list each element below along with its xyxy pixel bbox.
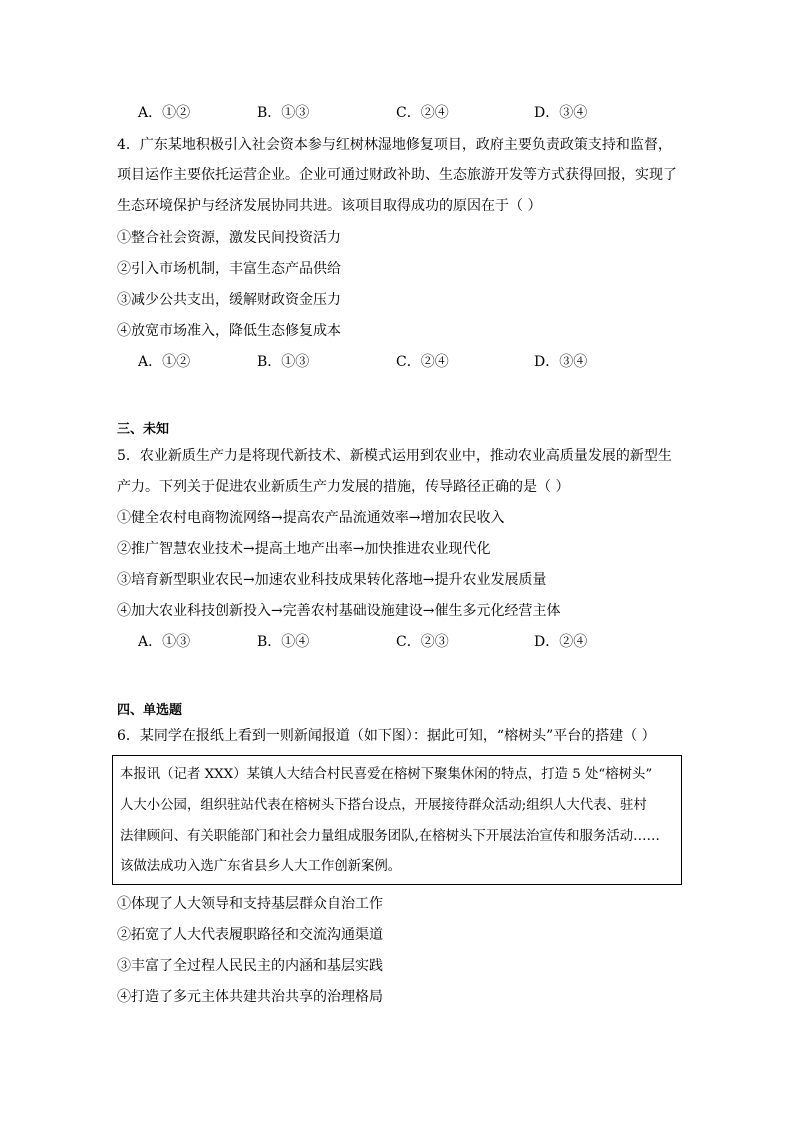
news-line-3: 法律顾问、有关职能部门和社会力量组成服务团队,在榕树头下开展法治宣传和服务活动…… [120, 829, 660, 844]
q6-statement-4: ④打造了多元主体共建共治共享的治理格局 [117, 989, 383, 1005]
q5-statement-3: ③培育新型职业农民→加速农业科技成果转化落地→提升农业发展质量 [117, 572, 547, 588]
q4-option-c[interactable]: C．②④ [396, 354, 449, 370]
q4-option-d[interactable]: D．③④ [534, 354, 588, 370]
q4-stem-line-1: 4．广东某地积极引入社会资本参与红树林湿地修复项目，政府主要负责政策支持和监督， [117, 137, 672, 153]
q6-statement-3: ③丰富了全过程人民民主的内涵和基层实践 [117, 958, 383, 974]
news-line-4: 该做法成功入选广东省县乡人大工作创新案例。 [120, 859, 402, 874]
news-line-2: 人大小公园，组织驻站代表在榕树头下搭台设点，开展接待群众活动;组织人大代表、驻村 [120, 798, 647, 813]
q4-statement-4: ④放宽市场准入，降低生态修复成本 [117, 323, 341, 339]
q6-statement-1: ①体现了人大领导和支持基层群众自治工作 [117, 896, 383, 912]
q5-option-c[interactable]: C．②③ [396, 634, 449, 650]
q5-options [138, 632, 658, 652]
q5-option-b[interactable]: B．①④ [257, 634, 310, 650]
section-3-title: 三、未知 [117, 422, 170, 437]
news-report-box [112, 755, 682, 885]
q3-option-b[interactable]: B．①③ [257, 105, 310, 121]
q5-statement-1: ①健全农村电商物流网络→提高农产品流通效率→增加农民收入 [117, 510, 505, 526]
q4-stem-line-2: 项目运作主要依托运营企业。企业可通过财政补助、生态旅游开发等方式获得回报，实现了 [117, 167, 677, 183]
q4-statement-2: ②引入市场机制，丰富生态产品供给 [117, 261, 341, 277]
q5-option-a[interactable]: A．①③ [138, 634, 191, 650]
q4-option-b[interactable]: B．①③ [257, 354, 310, 370]
q4-statement-1: ①整合社会资源，激发民间投资活力 [117, 230, 341, 246]
q5-statement-4: ④加大农业科技创新投入→完善农村基础设施建设→催生多元化经营主体 [117, 603, 561, 619]
q3-option-a[interactable]: A．①② [138, 105, 191, 121]
q6-statement-2: ②拓宽了人大代表履职路径和交流沟通渠道 [117, 927, 383, 943]
q5-stem-line-1: 5．农业新质生产力是将现代新技术、新模式运用到农业中，推动农业高质量发展的新型生 [117, 448, 672, 464]
q3-options [138, 103, 658, 123]
q3-option-d[interactable]: D．③④ [534, 105, 588, 121]
q3-option-c[interactable]: C．②④ [396, 105, 449, 121]
section-4-title: 四、单选题 [117, 703, 183, 718]
news-line-1: 本报讯（记者 XXX）某镇人大结合村民喜爱在榕树下聚集休闲的特点，打造 5 处“榕树头” [120, 767, 653, 782]
q5-option-d[interactable]: D．②④ [534, 634, 588, 650]
q4-stem-line-3: 生态环境保护与经济发展协同共进。该项目取得成功的原因在于（ ） [117, 198, 542, 214]
q5-statement-2: ②推广智慧农业技术→提高土地产出率→加快推进农业现代化 [117, 541, 491, 557]
q4-option-a[interactable]: A．①② [138, 354, 191, 370]
q6-stem: 6．某同学在报纸上看到一则新闻报道（如下图）：据此可知，“榕树头”平台的搭建（ ） [117, 728, 656, 744]
q5-stem-line-2: 产力。下列关于促进农业新质生产力发展的措施，传导路径正确的是（ ） [117, 479, 570, 495]
q4-statement-3: ③减少公共支出，缓解财政资金压力 [117, 292, 341, 308]
q4-options [138, 352, 658, 372]
